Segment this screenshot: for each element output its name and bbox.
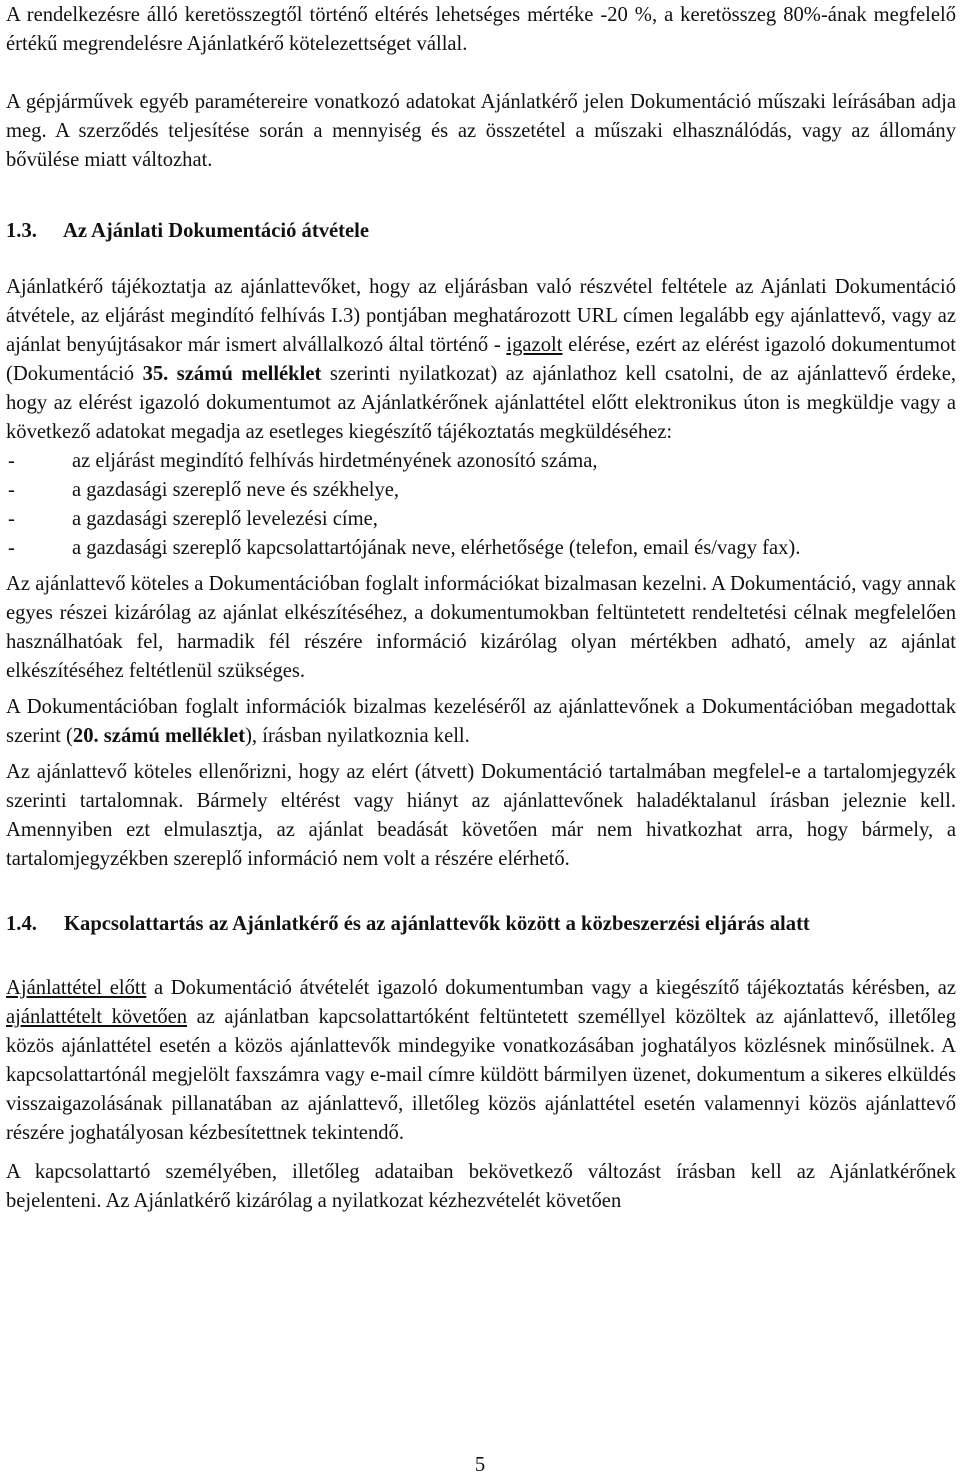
- dash-bullet: -: [8, 537, 15, 559]
- bold-text: 20. számú melléklet: [72, 725, 246, 747]
- underlined-text: ajánlattételt követően: [6, 1006, 188, 1028]
- intro-paragraph-1: A rendelkezésre álló keretösszegtől történő eltérés lehetséges mértéke -20 %, a keretösszeg 80%-ának megfelelő értékű megrendelésre Ajánlatkérő kötelezettséget vállal.: [6, 4, 956, 55]
- list-item: [6, 505, 956, 534]
- section-1-3-paragraph-1: [6, 273, 956, 447]
- list-item: [6, 476, 956, 505]
- required-data-list: [6, 447, 956, 563]
- dash-bullet: -: [8, 508, 15, 530]
- document-page: [6, 0, 956, 1216]
- text-run: szerinti nyilatkozat) az ajánlathoz kell csatolni, de az ajánlattevő érdeke, hogy az elérést igazoló dokumentumot az Ajánlatkérőnek ajánlattétel előtt elektronikus úton is megküldje vagy a következő adatokat megadja az esetleges kiegészítő tájékoztatás megküldéséhez:: [6, 363, 956, 443]
- dash-bullet: -: [8, 479, 15, 501]
- text-run: elérése, ezért az elérést igazoló dokumentumot (Dokumentáció: [6, 334, 956, 385]
- section-1-3-paragraph-4: Az ajánlattevő köteles ellenőrizni, hogy az elért (átvett) Dokumentáció tartalmában megfelel-e a tartalomjegyzék szerinti tartalomnak. Bármely eltérést vagy hiányt az ajánlattevőnek haladéktalanul írásban jeleznie kell. Amennyiben ezt elmulasztja, az ajánlat beadását követően már nem hivatkozhat arra, hogy bármely, a tartalomjegyzékben szereplő információ nem volt a részére elérhető.: [6, 761, 956, 870]
- bold-text: számú melléklet: [176, 363, 322, 385]
- section-1-4-number: 1.4.: [6, 913, 37, 935]
- list-item-text: a gazdasági szereplő neve és székhelye,: [72, 479, 400, 501]
- list-item: [6, 447, 956, 476]
- list-item-text: a gazdasági szereplő levelezési címe,: [72, 508, 378, 530]
- intro-paragraph-2-part-1: A gépjárművek egyéb paramétereire vonatkozó adatokat Ajánlatkérő jelen Dokumentáció műszaki leírásában adja meg.: [6, 91, 956, 142]
- intro-paragraph-2: [6, 88, 956, 175]
- section-1-3-paragraph-3: [6, 693, 956, 751]
- intro-paragraph-2-part-2: A szerződés teljesítése során a mennyiség és az összetétel a műszaki elhasználódás, vagy az állomány bővülése miatt változhat.: [6, 120, 956, 171]
- text-run: Ajánlatkérő tájékoztatja az ajánlattevőket, hogy az eljárásban való részvétel feltétele az Ajánlati Dokumentáció átvétele, az eljárást megindító felhívás I.3) pontjában meghatározott URL címen legalább egy ajánlattevő, vagy az ajánlat benyújtásakor már ismert alvállalkozó által történő -: [6, 276, 956, 356]
- page-number: 5: [474, 1454, 486, 1476]
- list-item-text: a gazdasági szereplő kapcsolattartójának neve, elérhetősége (telefon, email és/vagy fax).: [72, 537, 801, 559]
- underlined-text: Ajánlattétel előtt: [6, 977, 147, 999]
- section-1-4-heading: [6, 910, 956, 939]
- text-run: az ajánlatban kapcsolattartóként feltüntetett személlyel közöltek az ajánlattevő, illetőleg közös ajánlattétel esetén a közös ajánlattevők mindegyike vonatkozásában joghatályos közlésnek minősülnek. A kapcsolattartónál megjelölt faxszámra vagy e-mail címre küldött bármilyen üzenet, dokumentum a sikeres elküldés visszaigazolásának pillanatában az ajánlattevő, illetőleg közös ajánlattétel esetén valamennyi közös ajánlattevő részére joghatályosan kézbesítettnek tekintendő.: [6, 1006, 957, 1144]
- section-1-4-title: Kapcsolattartás az Ajánlatkérő és az ajánlattevők között a közbeszerzési eljárás alatt: [64, 913, 810, 935]
- list-item: [6, 534, 956, 563]
- list-item-text: az eljárást megindító felhívás hirdetményének azonosító száma,: [72, 450, 598, 472]
- section-1-4-paragraph-2: A kapcsolattartó személyében, illetőleg adataiban bekövetkező változást írásban kell az Ajánlatkérőnek bejelenteni. Az Ajánlatkérő kizárólag a nyilatkozat kézhezvételét követően: [6, 1161, 956, 1212]
- underlined-text: igazolt: [506, 334, 563, 356]
- section-1-3-number: 1.3.: [6, 220, 37, 242]
- section-1-4-paragraph-1: [6, 974, 956, 1148]
- section-1-3-heading: [6, 217, 956, 246]
- text-run: [168, 363, 176, 385]
- section-1-3-title: Az Ajánlati Dokumentáció átvétele: [63, 220, 369, 242]
- bold-text: 35.: [142, 363, 169, 385]
- text-run: ), írásban nyilatkoznia kell.: [245, 725, 470, 747]
- text-run: A Dokumentációban foglalt információk bizalmas kezeléséről az ajánlattevőnek a Dokumentációban megadottak szerint (: [6, 696, 956, 747]
- section-1-3-paragraph-2: Az ajánlattevő köteles a Dokumentációban foglalt információkat bizalmasan kezelni. A Dokumentáció, vagy annak egyes részei kizárólag az ajánlat elkészítéséhez, a dokumentumokban feltüntetett rendeltetési célnak megfelelően használhatóak fel, harmadik fél részére információ kizárólag olyan mértékben adható, amely az ajánlat elkészítéséhez feltétlenül szükséges.: [6, 573, 956, 682]
- text-run: a Dokumentáció átvételét igazoló dokumentumban vagy a kiegészítő tájékoztatás kérésben, az: [146, 977, 957, 999]
- dash-bullet: -: [8, 450, 15, 472]
